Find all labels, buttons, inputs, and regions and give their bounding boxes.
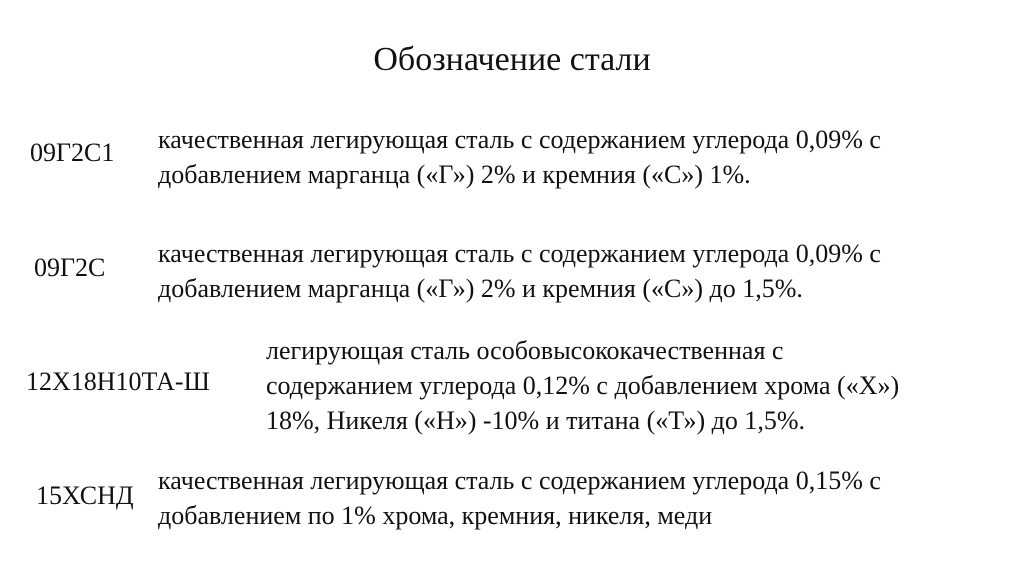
description-line: добавлением марганца («Г») 2% и кремния («С») до 1,5%. bbox=[158, 274, 803, 303]
description-line: добавлением марганца («Г») 2% и кремния («С») 1%. bbox=[158, 160, 751, 189]
description-line: содержанием углерода 0,12% с добавлением хрома («Х») bbox=[266, 371, 900, 400]
steel-code: 09Г2С1 bbox=[30, 138, 115, 167]
description-line: качественная легирующая сталь с содержанием углерода 0,09% с bbox=[158, 125, 881, 154]
steel-code: 15ХСНД bbox=[36, 481, 134, 510]
steel-description bbox=[158, 463, 881, 533]
page-title: Обозначение стали bbox=[373, 41, 651, 78]
description-line: качественная легирующая сталь с содержанием углерода 0,15% с bbox=[158, 466, 881, 495]
steel-code: 12Х18Н10ТА-Ш bbox=[26, 367, 210, 396]
steel-description bbox=[158, 236, 881, 306]
steel-code: 09Г2С bbox=[34, 253, 106, 282]
steel-description bbox=[158, 122, 881, 192]
description-line: добавлением по 1% хрома, кремния, никеля, меди bbox=[158, 501, 713, 530]
steel-description bbox=[266, 333, 899, 438]
description-line: легирующая сталь особовысококачественная с bbox=[266, 336, 784, 365]
description-line: 18%, Никеля («Н») -10% и титана («Т») до 1,5%. bbox=[266, 406, 805, 435]
description-line: качественная легирующая сталь с содержанием углерода 0,09% с bbox=[158, 239, 881, 268]
